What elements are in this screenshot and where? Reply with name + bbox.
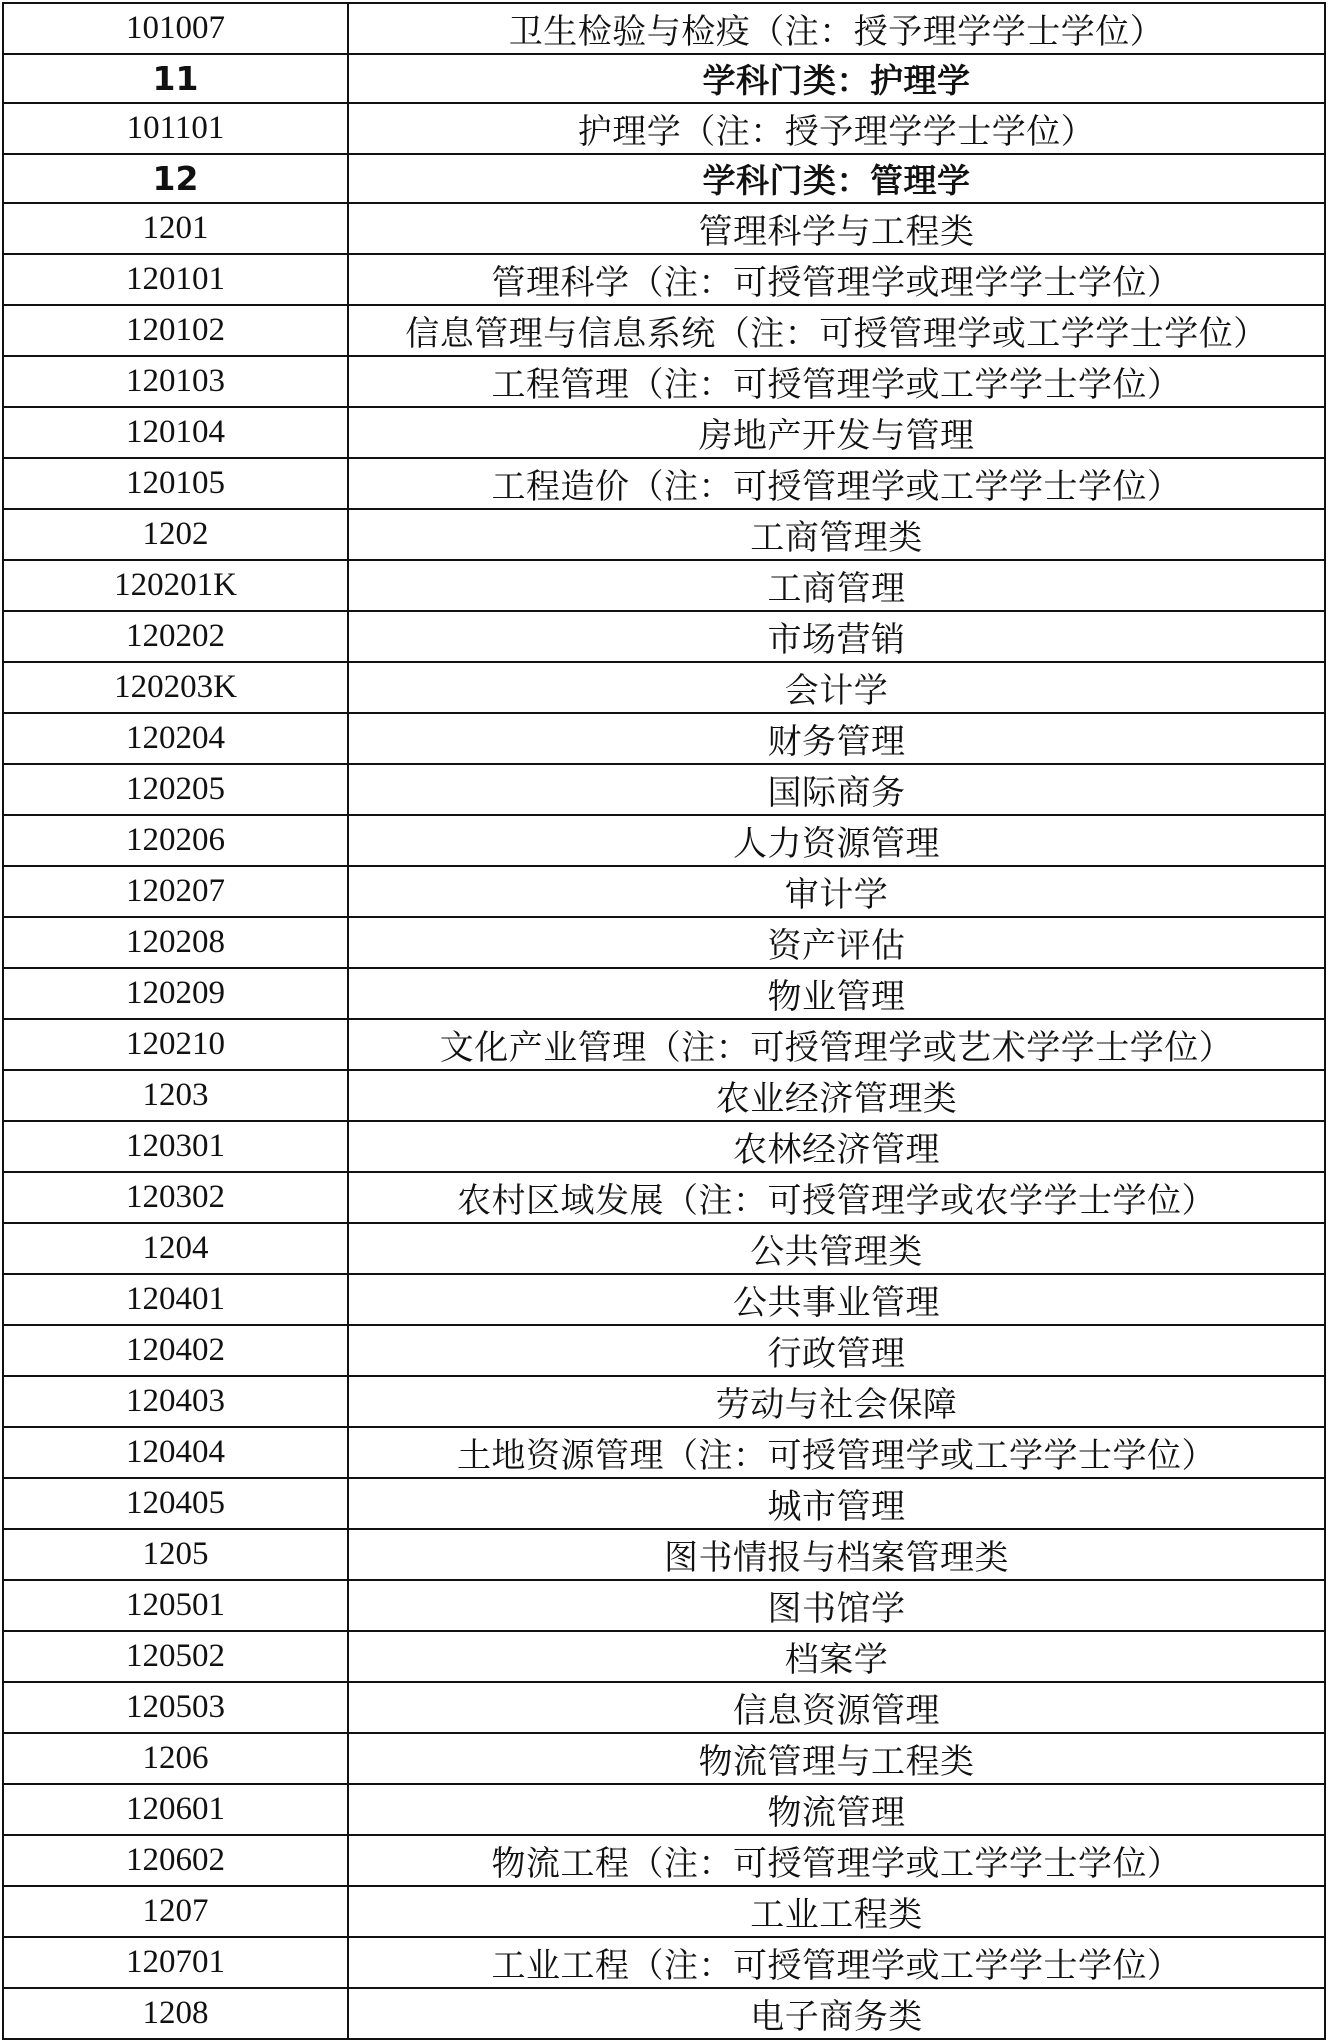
major-name-cell: 图书情报与档案管理类 xyxy=(348,1529,1325,1580)
table-row xyxy=(3,1121,1325,1172)
major-code-cell: 120105 xyxy=(3,458,348,509)
table-row xyxy=(3,662,1325,713)
table-row xyxy=(3,1376,1325,1427)
table-row xyxy=(3,103,1325,154)
major-name-cell: 工业工程（注：可授管理学或工学学士学位） xyxy=(348,1937,1325,1988)
major-name-cell: 图书馆学 xyxy=(348,1580,1325,1631)
table-row xyxy=(3,356,1325,407)
major-name-cell: 工商管理 xyxy=(348,560,1325,611)
major-name-cell: 人力资源管理 xyxy=(348,815,1325,866)
table-row xyxy=(3,407,1325,458)
major-code-cell: 120102 xyxy=(3,305,348,356)
major-code-cell: 120204 xyxy=(3,713,348,764)
table-row xyxy=(3,917,1325,968)
major-code-cell: 120405 xyxy=(3,1478,348,1529)
major-code-cell: 120101 xyxy=(3,254,348,305)
table-row xyxy=(3,305,1325,356)
table-row xyxy=(3,1784,1325,1835)
major-name-cell: 房地产开发与管理 xyxy=(348,407,1325,458)
major-name-cell: 劳动与社会保障 xyxy=(348,1376,1325,1427)
table-row xyxy=(3,1580,1325,1631)
major-name-cell: 电子商务类 xyxy=(348,1988,1325,2039)
major-name-cell: 物流管理 xyxy=(348,1784,1325,1835)
major-name-cell: 学科门类：护理学 xyxy=(348,54,1325,103)
major-code-cell: 1207 xyxy=(3,1886,348,1937)
major-code-cell: 120210 xyxy=(3,1019,348,1070)
major-code-cell: 120104 xyxy=(3,407,348,458)
table-body xyxy=(3,3,1325,2039)
major-name-cell: 工商管理类 xyxy=(348,509,1325,560)
major-name-cell: 土地资源管理（注：可授管理学或工学学士学位） xyxy=(348,1427,1325,1478)
major-name-cell: 审计学 xyxy=(348,866,1325,917)
major-name-cell: 农村区域发展（注：可授管理学或农学学士学位） xyxy=(348,1172,1325,1223)
major-code-cell: 120701 xyxy=(3,1937,348,1988)
table-row xyxy=(3,1988,1325,2039)
document-page xyxy=(2,2,1324,2040)
table-row xyxy=(3,1886,1325,1937)
table-row xyxy=(3,713,1325,764)
table-row xyxy=(3,3,1325,54)
major-name-cell: 工程造价（注：可授管理学或工学学士学位） xyxy=(348,458,1325,509)
major-code-cell: 120403 xyxy=(3,1376,348,1427)
major-name-cell: 会计学 xyxy=(348,662,1325,713)
major-name-cell: 卫生检验与检疫（注：授予理学学士学位） xyxy=(348,3,1325,54)
major-name-cell: 工业工程类 xyxy=(348,1886,1325,1937)
major-name-cell: 物业管理 xyxy=(348,968,1325,1019)
major-code-cell: 120203K xyxy=(3,662,348,713)
major-code-cell: 120201K xyxy=(3,560,348,611)
major-name-cell: 信息管理与信息系统（注：可授管理学或工学学士学位） xyxy=(348,305,1325,356)
major-code-cell: 1202 xyxy=(3,509,348,560)
major-name-cell: 物流管理与工程类 xyxy=(348,1733,1325,1784)
major-name-cell: 公共管理类 xyxy=(348,1223,1325,1274)
table-row xyxy=(3,1529,1325,1580)
major-code-cell: 120206 xyxy=(3,815,348,866)
major-code-cell: 1205 xyxy=(3,1529,348,1580)
category-header-row xyxy=(3,54,1325,103)
major-catalog-table xyxy=(2,2,1326,2040)
major-code-cell: 1203 xyxy=(3,1070,348,1121)
major-name-cell: 市场营销 xyxy=(348,611,1325,662)
major-code-cell: 120208 xyxy=(3,917,348,968)
major-name-cell: 农林经济管理 xyxy=(348,1121,1325,1172)
major-name-cell: 文化产业管理（注：可授管理学或艺术学学士学位） xyxy=(348,1019,1325,1070)
major-name-cell: 护理学（注：授予理学学士学位） xyxy=(348,103,1325,154)
table-row xyxy=(3,1274,1325,1325)
major-code-cell: 120207 xyxy=(3,866,348,917)
major-name-cell: 行政管理 xyxy=(348,1325,1325,1376)
major-code-cell: 120601 xyxy=(3,1784,348,1835)
major-code-cell: 120402 xyxy=(3,1325,348,1376)
table-row xyxy=(3,968,1325,1019)
major-name-cell: 管理科学与工程类 xyxy=(348,203,1325,254)
major-code-cell: 120501 xyxy=(3,1580,348,1631)
table-row xyxy=(3,1937,1325,1988)
major-code-cell: 120302 xyxy=(3,1172,348,1223)
category-header-row xyxy=(3,154,1325,203)
major-code-cell: 120103 xyxy=(3,356,348,407)
major-code-cell: 1201 xyxy=(3,203,348,254)
major-code-cell: 1204 xyxy=(3,1223,348,1274)
major-code-cell: 11 xyxy=(3,54,348,103)
table-row xyxy=(3,1835,1325,1886)
major-code-cell: 120202 xyxy=(3,611,348,662)
major-name-cell: 国际商务 xyxy=(348,764,1325,815)
major-name-cell: 物流工程（注：可授管理学或工学学士学位） xyxy=(348,1835,1325,1886)
table-row xyxy=(3,866,1325,917)
major-name-cell: 工程管理（注：可授管理学或工学学士学位） xyxy=(348,356,1325,407)
table-row xyxy=(3,1223,1325,1274)
major-name-cell: 信息资源管理 xyxy=(348,1682,1325,1733)
table-row xyxy=(3,1070,1325,1121)
major-name-cell: 档案学 xyxy=(348,1631,1325,1682)
major-name-cell: 农业经济管理类 xyxy=(348,1070,1325,1121)
table-row xyxy=(3,458,1325,509)
major-name-cell: 管理科学（注：可授管理学或理学学士学位） xyxy=(348,254,1325,305)
major-code-cell: 120301 xyxy=(3,1121,348,1172)
table-row xyxy=(3,764,1325,815)
major-code-cell: 120404 xyxy=(3,1427,348,1478)
major-code-cell: 120602 xyxy=(3,1835,348,1886)
table-row xyxy=(3,815,1325,866)
major-code-cell: 12 xyxy=(3,154,348,203)
table-row xyxy=(3,1733,1325,1784)
major-name-cell: 财务管理 xyxy=(348,713,1325,764)
table-row xyxy=(3,203,1325,254)
major-code-cell: 120502 xyxy=(3,1631,348,1682)
major-code-cell: 120503 xyxy=(3,1682,348,1733)
table-row xyxy=(3,1478,1325,1529)
table-row xyxy=(3,1019,1325,1070)
major-name-cell: 资产评估 xyxy=(348,917,1325,968)
table-row xyxy=(3,1631,1325,1682)
table-row xyxy=(3,254,1325,305)
table-row xyxy=(3,1427,1325,1478)
table-row xyxy=(3,611,1325,662)
major-code-cell: 120205 xyxy=(3,764,348,815)
major-code-cell: 120209 xyxy=(3,968,348,1019)
table-row xyxy=(3,509,1325,560)
major-code-cell: 1208 xyxy=(3,1988,348,2039)
table-row xyxy=(3,1172,1325,1223)
major-code-cell: 120401 xyxy=(3,1274,348,1325)
major-name-cell: 城市管理 xyxy=(348,1478,1325,1529)
major-name-cell: 学科门类：管理学 xyxy=(348,154,1325,203)
major-code-cell: 1206 xyxy=(3,1733,348,1784)
table-row xyxy=(3,560,1325,611)
major-name-cell: 公共事业管理 xyxy=(348,1274,1325,1325)
major-code-cell: 101007 xyxy=(3,3,348,54)
table-row xyxy=(3,1682,1325,1733)
major-code-cell: 101101 xyxy=(3,103,348,154)
table-row xyxy=(3,1325,1325,1376)
